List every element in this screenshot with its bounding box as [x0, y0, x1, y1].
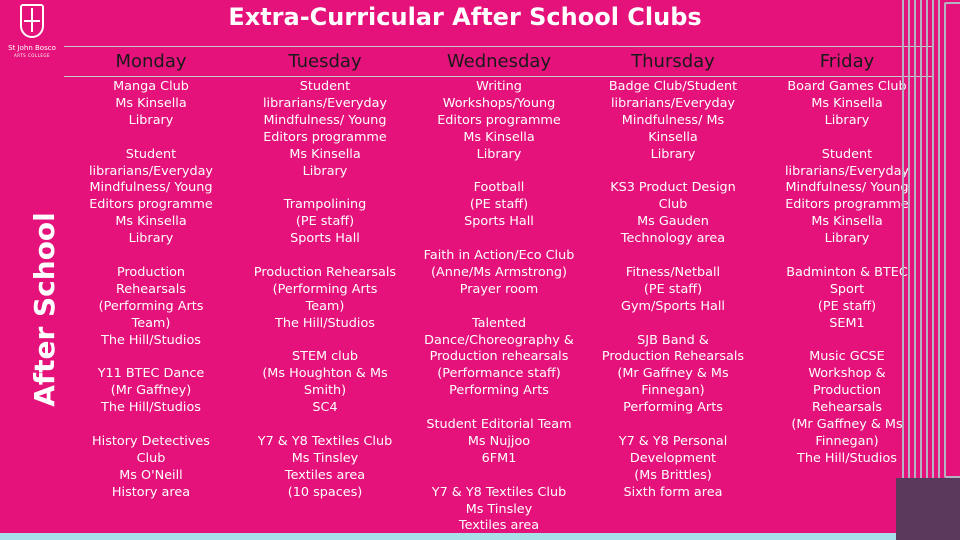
club-line: Club — [658, 197, 688, 213]
club-line: Ms Kinsella — [811, 214, 883, 230]
club-line: Ms Tinsley — [465, 501, 533, 517]
club-line: (Performing Arts — [98, 298, 204, 314]
club-line: Library — [128, 112, 174, 128]
club-line: Production rehearsals — [429, 349, 569, 365]
club-line — [586, 417, 760, 434]
decorative-frame — [944, 2, 960, 478]
club-line: Sport — [829, 281, 865, 297]
club-line: Library — [128, 231, 174, 247]
day-header-friday: Friday — [819, 51, 875, 72]
club-line: Team) — [131, 315, 171, 331]
decorative-block — [896, 478, 960, 540]
club-line — [412, 400, 586, 417]
club-line — [412, 164, 586, 181]
club-line: (Mr Gaffney & Ms — [791, 417, 903, 433]
club-line: Performing Arts — [623, 400, 723, 416]
club-line: Development — [629, 450, 717, 466]
club-line: librarians/Everyday — [785, 163, 909, 179]
day-header-row — [64, 47, 934, 77]
club-line: Y7 & Y8 Textiles Club — [257, 433, 393, 449]
club-line: Sports Hall — [290, 231, 360, 247]
club-line: Fitness/Netball — [625, 264, 721, 280]
club-line — [412, 468, 586, 485]
club-line — [586, 164, 760, 181]
club-line: Student — [821, 146, 873, 162]
club-line: The Hill/Studios — [101, 400, 201, 416]
club-line: Writing — [476, 79, 522, 94]
club-line: Manga Club — [113, 79, 189, 94]
column-monday — [64, 77, 238, 535]
club-line — [412, 299, 586, 316]
club-line: Gym/Sports Hall — [621, 298, 725, 314]
school-name: St John Bosco — [8, 44, 56, 52]
club-line: Ms Kinsella — [811, 95, 883, 111]
page-title: Extra-Curricular After School Clubs — [228, 3, 702, 31]
club-line: Club — [136, 450, 166, 466]
club-line: Rehearsals — [115, 281, 186, 297]
club-line: Football — [473, 180, 525, 196]
club-line: Y7 & Y8 Personal — [618, 433, 728, 449]
club-line: (PE staff) — [817, 298, 877, 314]
day-header-monday: Monday — [115, 51, 187, 72]
club-line: Badge Club/Student — [608, 79, 738, 94]
club-line: Talented — [471, 315, 527, 331]
club-line: STEM club — [292, 349, 358, 365]
club-line: Library — [650, 146, 696, 162]
club-line: (Ms Brittles) — [634, 467, 712, 483]
club-line: Board Games Club — [787, 79, 907, 94]
club-line: Smith) — [303, 383, 347, 399]
column-wednesday — [412, 77, 586, 535]
decorative-frames — [896, 0, 960, 478]
club-line: Ms Kinsella — [115, 95, 187, 111]
timetable-grid — [64, 46, 934, 534]
club-line: (Anne/Ms Armstrong) — [431, 264, 567, 280]
club-line: The Hill/Studios — [797, 450, 897, 466]
club-line: KS3 Product Design — [610, 180, 736, 196]
club-line: Dance/Choreography & — [424, 332, 574, 348]
club-line — [238, 333, 412, 350]
club-line: (Mr Gaffney) — [110, 383, 192, 399]
club-line: Textiles area — [458, 518, 540, 534]
club-line: librarians/Everyday — [263, 95, 387, 111]
club-line — [412, 231, 586, 248]
club-line: The Hill/Studios — [101, 332, 201, 348]
club-line: (PE staff) — [295, 214, 355, 230]
club-line: librarians/Everyday — [89, 163, 213, 179]
club-line: Faith in Action/Eco Club — [423, 248, 575, 264]
club-line: 6FM1 — [481, 450, 517, 466]
club-line: (PE staff) — [643, 281, 703, 297]
club-line: Sports Hall — [464, 214, 534, 230]
club-line: (10 spaces) — [287, 484, 363, 500]
column-thursday — [586, 77, 760, 535]
club-line: Production — [812, 383, 882, 399]
club-line: (Mr Gaffney & Ms — [617, 366, 729, 382]
club-line: Workshop & — [808, 366, 886, 382]
club-line: Student — [125, 146, 177, 162]
club-line: Editors programme — [437, 112, 561, 128]
club-line: Library — [824, 112, 870, 128]
club-line — [64, 248, 238, 265]
club-line — [586, 248, 760, 265]
school-logo — [6, 4, 56, 62]
club-line: Sixth form area — [623, 484, 723, 500]
club-line: Student Editorial Team — [426, 417, 572, 433]
day-header-wednesday: Wednesday — [446, 51, 552, 72]
club-line: Ms Tinsley — [291, 450, 359, 466]
club-line: Library — [476, 146, 522, 162]
club-line: SEM1 — [829, 315, 865, 331]
club-line: Technology area — [620, 231, 726, 247]
club-line: Y7 & Y8 Textiles Club — [431, 484, 567, 500]
club-line: Mindfulness/ Young — [263, 112, 387, 128]
day-columns — [64, 77, 934, 535]
club-line: (Ms Houghton & Ms — [262, 366, 388, 382]
club-line: Finnegan) — [815, 433, 879, 449]
club-line: Student — [299, 79, 351, 94]
club-line: Trampolining — [283, 197, 367, 213]
club-line: Production Rehearsals — [601, 349, 745, 365]
school-subtitle: ARTS COLLEGE — [13, 53, 51, 58]
side-label-container — [28, 80, 60, 538]
club-line: Ms O'Neill — [119, 467, 183, 483]
club-line: (PE staff) — [469, 197, 529, 213]
club-line: Editors programme — [785, 197, 909, 213]
club-line: Ms Nujjoo — [467, 433, 531, 449]
club-line — [238, 180, 412, 197]
club-line: Prayer room — [459, 281, 539, 297]
club-line: Rehearsals — [811, 400, 882, 416]
club-line: Team) — [305, 298, 345, 314]
club-line: Y11 BTEC Dance — [97, 366, 205, 382]
club-line: Mindfulness/ Young — [785, 180, 909, 196]
club-line — [238, 248, 412, 265]
club-line: Music GCSE — [809, 349, 885, 365]
club-line: Performing Arts — [449, 383, 549, 399]
club-line — [238, 417, 412, 434]
club-line — [64, 130, 238, 147]
club-line — [586, 316, 760, 333]
club-line — [64, 417, 238, 434]
club-line: Workshops/Young — [442, 95, 556, 111]
club-line: (Performance staff) — [437, 366, 561, 382]
club-line: SC4 — [312, 400, 338, 416]
club-line: Finnegan) — [641, 383, 705, 399]
club-line: SJB Band & — [637, 332, 709, 348]
club-line: librarians/Everyday — [611, 95, 735, 111]
club-line: History area — [111, 484, 191, 500]
club-line: The Hill/Studios — [275, 315, 375, 331]
club-line: Ms Kinsella — [289, 146, 361, 162]
club-line: Production Rehearsals — [253, 264, 397, 280]
side-label: After School — [27, 211, 61, 407]
club-line: Production — [116, 264, 186, 280]
club-line: Library — [302, 163, 348, 179]
club-line: Badminton & BTEC — [786, 264, 908, 280]
club-line: Library — [824, 231, 870, 247]
club-line: Textiles area — [284, 467, 366, 483]
club-line: Ms Gauden — [637, 214, 709, 230]
day-header-thursday: Thursday — [631, 51, 715, 72]
school-crest-icon — [20, 4, 44, 38]
club-line: Editors programme — [263, 129, 387, 145]
bottom-band — [0, 533, 896, 540]
club-line: Ms Kinsella — [115, 214, 187, 230]
club-line: Editors programme — [89, 197, 213, 213]
club-line: Mindfulness/ Ms — [621, 112, 725, 128]
day-header-tuesday: Tuesday — [288, 51, 362, 72]
club-line: Mindfulness/ Young — [89, 180, 213, 196]
column-tuesday — [238, 77, 412, 535]
club-line: (Performing Arts — [272, 281, 378, 297]
club-line: History Detectives — [92, 433, 210, 449]
club-line: Kinsella — [648, 129, 698, 145]
club-line: Ms Kinsella — [463, 129, 535, 145]
club-line — [64, 349, 238, 366]
